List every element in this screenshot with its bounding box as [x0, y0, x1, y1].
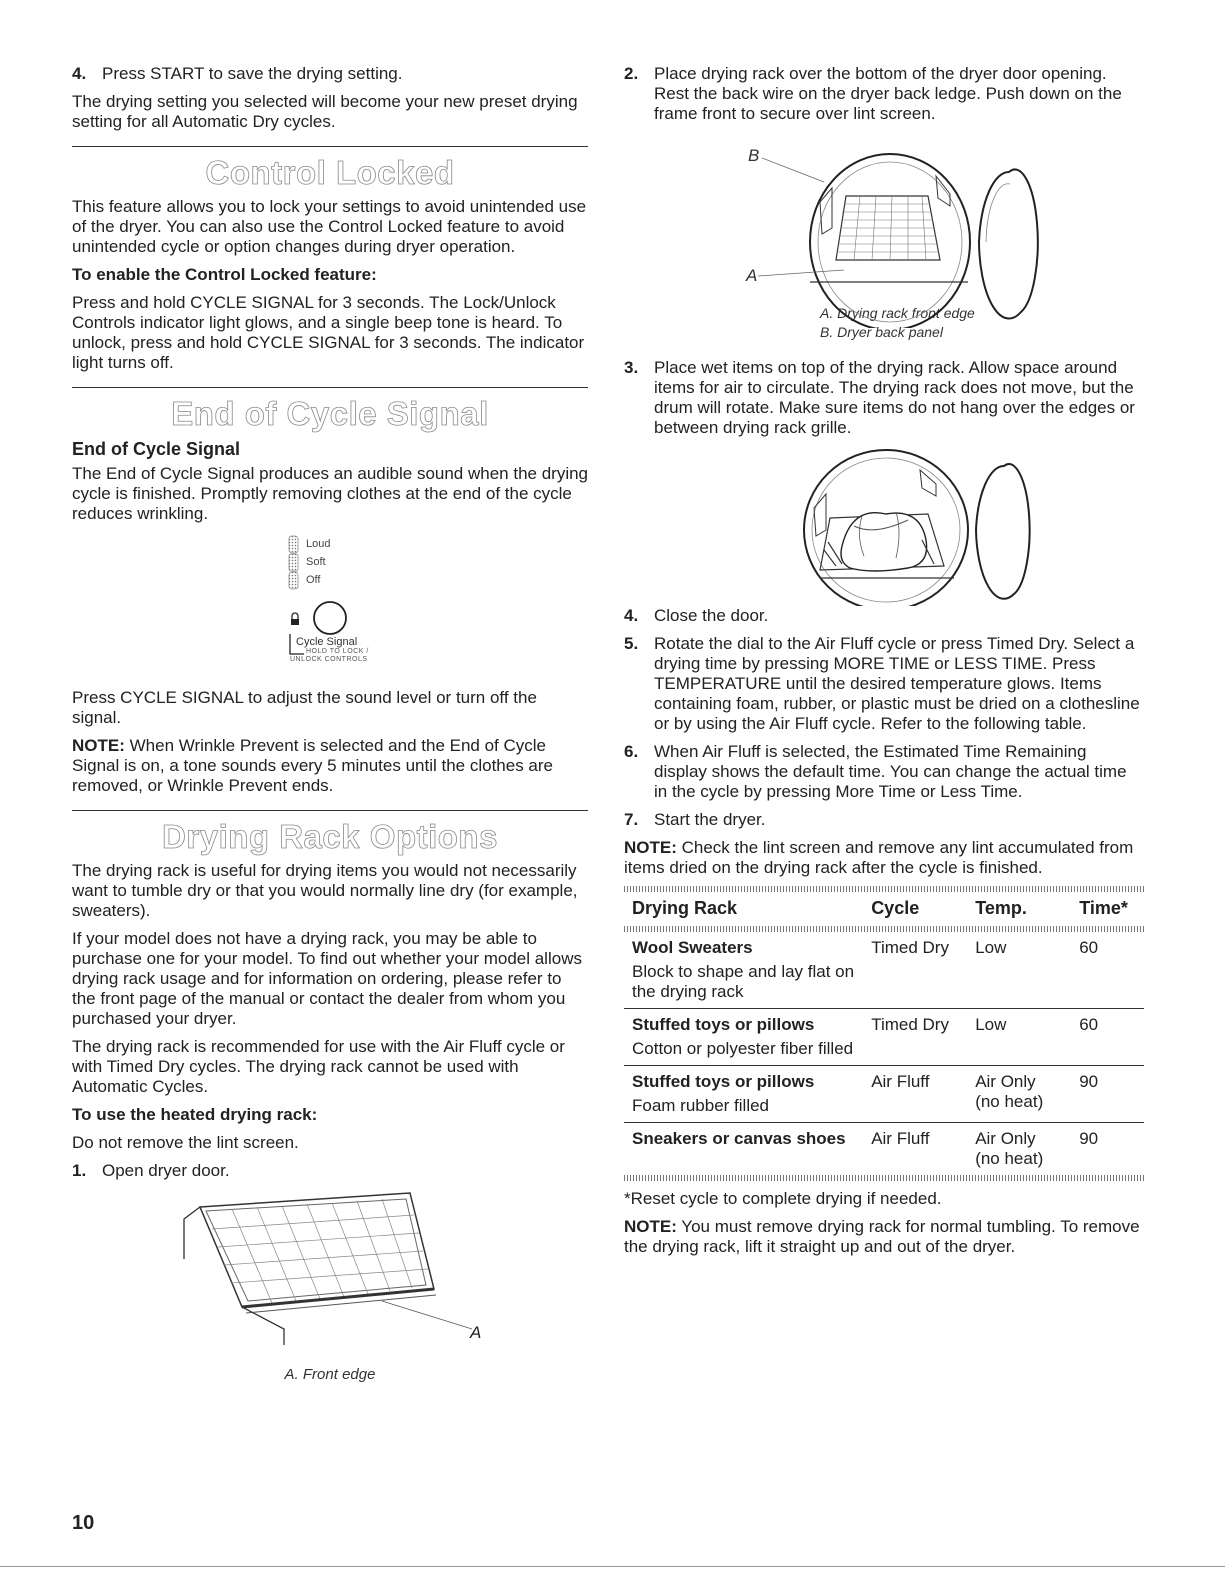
list-item	[72, 1161, 588, 1181]
step-text: Rotate the dial to the Air Fluff cycle or press Timed Dry. Select a drying time by pressing MORE TIME or LESS TIME. Press TEMPERATURE until the desired temperature glows. Items containing foam, rubber, or plastic must be dried on a clothesline or by using the Air Fluff cycle. Refer to the following table.	[654, 634, 1140, 733]
step-number: 1.	[72, 1161, 87, 1180]
control-locked-intro: This feature allows you to lock your settings to avoid unintended use of the dryer. You can also use the Control Locked feature to avoid unintended cycle or option changes during dryer operation.	[72, 197, 587, 256]
figure-label-a: A	[470, 1323, 482, 1342]
table-cell: Low	[967, 932, 1071, 1009]
list-item	[624, 358, 1144, 438]
page-bottom-rule	[0, 1566, 1225, 1567]
remove-rack-note: NOTE: You must remove drying rack for normal tumbling. To remove the drying rack, lift it straight up and out of the dryer.	[624, 1217, 1140, 1256]
table-cell: 90	[1079, 1129, 1099, 1148]
rack-p3: The drying rack is recommended for use with the Air Fluff cycle or with Timed Dry cycles. The drying rack cannot be used with Automatic Cycles.	[72, 1037, 565, 1096]
table-row	[624, 1009, 1144, 1066]
list-item	[624, 810, 1144, 830]
table-cell: 90	[1071, 1066, 1144, 1123]
signal-level-soft: Soft	[306, 556, 326, 568]
table-row	[624, 932, 1144, 1009]
column-header: Cycle	[871, 898, 920, 918]
table-row	[624, 1123, 1144, 1176]
list-item	[624, 606, 1144, 626]
step-number: 5.	[624, 634, 639, 653]
cycle-signal-sublabel: UNLOCK CONTROLS	[290, 656, 368, 663]
left-column	[72, 64, 588, 1384]
end-signal-note: NOTE: When Wrinkle Prevent is selected and the End of Cycle Signal is on, a tone sounds every 5 minutes until the clothes are removed, or Wrinkle Prevent ends.	[72, 736, 554, 795]
lint-note: NOTE: Check the lint screen and remove any lint accumulated from items dried on the drying rack after the cycle is finished.	[624, 838, 1134, 877]
table-cell: Air Only (no heat)	[967, 1066, 1071, 1123]
table-cell: 60	[1071, 932, 1144, 1009]
table-row	[624, 1066, 1144, 1123]
step-number: 6.	[624, 742, 639, 761]
dryer-drum-with-items-icon	[624, 446, 1144, 606]
table-cell: Low	[967, 1009, 1071, 1066]
step-text: Press START to save the drying setting.	[102, 64, 403, 83]
step-text: Open dryer door.	[102, 1161, 230, 1180]
signal-level-off: Off	[306, 574, 321, 586]
section-title-control-locked: Control Locked	[205, 154, 455, 191]
divider	[72, 387, 588, 388]
dryer-rack-figure	[624, 132, 1144, 328]
dryer-items-figure	[624, 446, 1144, 606]
list-item	[624, 742, 1144, 802]
use-text: Do not remove the lint screen.	[72, 1133, 299, 1152]
dryer-drum-with-rack-icon	[624, 132, 1144, 328]
rack-p1: The drying rack is useful for drying items you would not necessarily want to tumble dry or that you would normally line dry (for example, sweaters).	[72, 861, 578, 920]
cycle-signal-label: Cycle Signal	[296, 636, 358, 648]
section-title-end-of-cycle: End of Cycle Signal	[171, 395, 489, 432]
right-column	[624, 64, 1144, 1265]
figure-caption: A. Drying rack front edge	[820, 305, 975, 321]
list-item	[72, 64, 588, 84]
rack-p2: If your model does not have a drying rack, you may be able to purchase one for your model. To find out whether your model allows drying rack usage and for information on ordering, please refer to the front page of the manual or contact the dealer from whom you purchased your dryer.	[72, 929, 582, 1028]
figure-label-b: B	[748, 146, 760, 165]
list-item	[624, 634, 1144, 734]
step-number: 4.	[72, 64, 87, 83]
step-number: 2.	[624, 64, 639, 83]
drying-rack-icon	[72, 1189, 588, 1349]
table-cell: Wool Sweaters Block to shape and lay flat on the drying rack	[624, 932, 863, 1009]
end-signal-intro: The End of Cycle Signal produces an audible sound when the drying cycle is finished. Promptly removing clothes at the end of the cycle reduces wrinkling.	[72, 464, 589, 523]
preset-note: The drying setting you selected will become your new preset drying setting for all Automatic Dry cycles.	[72, 92, 578, 131]
table-cell: Air Only (no heat)	[975, 1129, 1044, 1168]
figure-label-a: A	[746, 266, 758, 285]
end-signal-subheading: End of Cycle Signal	[72, 439, 241, 459]
table-cell: Timed Dry	[863, 1009, 967, 1066]
reset-note: *Reset cycle to complete drying if needed.	[624, 1189, 942, 1208]
table-cell: Stuffed toys or pillows Cotton or polyester fiber filled	[624, 1009, 863, 1066]
table-cell: Stuffed toys or pillows Foam rubber filled	[624, 1066, 863, 1123]
step-text: Start the dryer.	[654, 810, 766, 829]
step-text: When Air Fluff is selected, the Estimated Time Remaining display shows the default time. You can change the actual time in the cycle by pressing More Time or Less Time.	[654, 742, 1127, 801]
step-number: 7.	[624, 810, 639, 829]
drying-rack-table	[624, 892, 1144, 1175]
step-text: Close the door.	[654, 606, 769, 625]
page-number: 10	[72, 1512, 95, 1534]
step-text: Place drying rack over the bottom of the dryer door opening. Rest the back wire on the dryer back ledge. Push down on the frame front to secure over lint screen.	[654, 64, 1122, 123]
table-bottom-border	[624, 1175, 1144, 1181]
step-number: 3.	[624, 358, 639, 377]
enable-heading: To enable the Control Locked feature:	[72, 265, 377, 284]
table-cell: Air Fluff	[863, 1066, 967, 1123]
divider	[72, 146, 588, 147]
figure-caption: B. Dryer back panel	[820, 324, 943, 340]
column-header: Drying Rack	[632, 898, 738, 918]
cycle-signal-sublabel: HOLD TO LOCK /	[306, 648, 369, 655]
table-cell: Sneakers or canvas shoes	[632, 1129, 846, 1148]
signal-level-loud: Loud	[306, 538, 331, 550]
figure-caption: A. Front edge	[284, 1366, 376, 1383]
table-cell: 60	[1071, 1009, 1144, 1066]
table-header-row	[624, 892, 1144, 926]
enable-text: Press and hold CYCLE SIGNAL for 3 seconds. The Lock/Unlock Controls indicator light glows, and a single beep tone is heard. To unlock, press and hold CYCLE SIGNAL for 3 seconds. The indicator light turns off.	[72, 293, 585, 372]
column-header: Temp.	[975, 898, 1027, 918]
divider	[72, 810, 588, 811]
list-item	[624, 64, 1144, 124]
table-cell: Air Fluff	[871, 1129, 930, 1148]
column-header: Time*	[1079, 898, 1128, 918]
section-title-drying-rack: Drying Rack Options	[162, 818, 498, 855]
press-text: Press CYCLE SIGNAL to adjust the sound level or turn off the signal.	[72, 688, 537, 727]
table-cell: Timed Dry	[863, 932, 967, 1009]
use-heading: To use the heated drying rack:	[72, 1105, 318, 1124]
step-text: Place wet items on top of the drying rack. Allow space around items for air to circulate. The drying rack does not move, but the drum will rotate. Make sure items do not hang over the edges or between drying rack grille.	[654, 358, 1135, 437]
cycle-signal-illustration	[72, 532, 588, 682]
step-number: 4.	[624, 606, 639, 625]
drying-rack-figure	[72, 1189, 588, 1349]
